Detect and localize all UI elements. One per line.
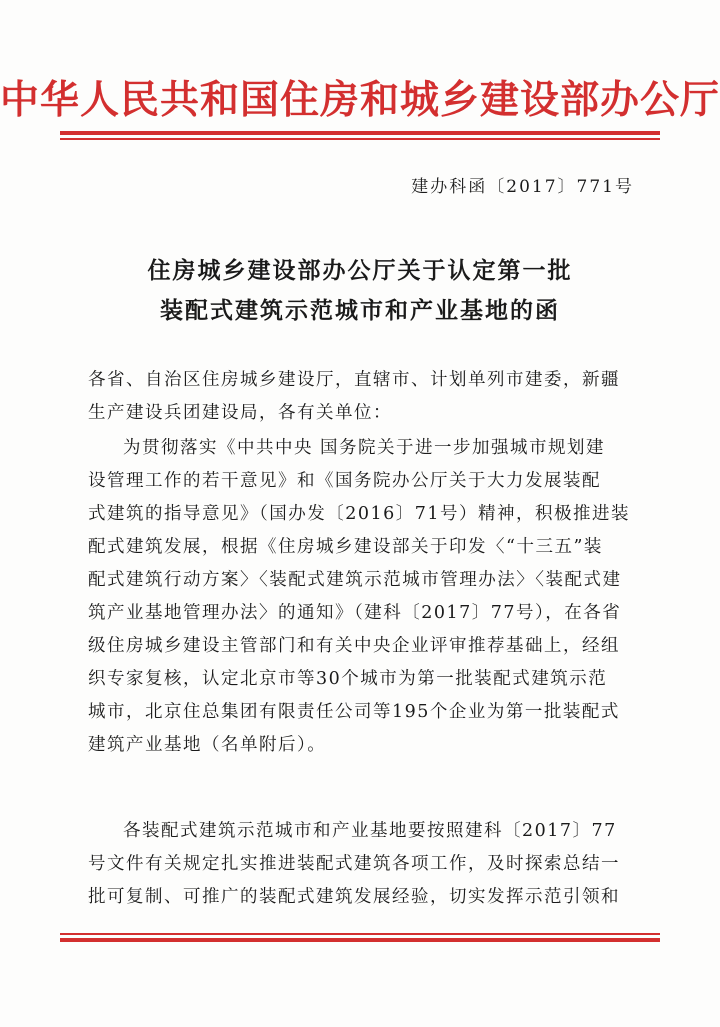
subject-line-1: 住房城乡建设部办公厅关于认定第一批 (147, 257, 573, 284)
paragraph-line: 建筑产业基地（名单附后）。 (88, 735, 327, 755)
salutation-line: 各省、自治区住房城乡建设厅，直辖市、计划单列市建委，新疆 (88, 370, 620, 390)
document-number: 建办科函〔2017〕771号 (411, 177, 634, 197)
paragraph-2 (88, 815, 648, 914)
paragraph-line: 织专家复核，认定北京市等30个城市为第一批装配式建筑示范 (88, 669, 608, 689)
salutation-line: 生产建设兵团建设局，各有关单位： (88, 403, 392, 423)
paragraph-line: 筑产业基地管理办法〉的通知》（建科〔2017〕77号），在各省 (88, 603, 622, 623)
paragraph-line: 配式建筑行动方案〉〈装配式建筑示范城市管理办法〉〈装配式建 (88, 570, 622, 590)
subject-line-2: 装配式建筑示范城市和产业基地的函 (160, 297, 560, 324)
paragraph-1 (88, 432, 648, 762)
footer-divider-thin (60, 933, 660, 935)
paragraph-line: 批可复制、可推广的装配式建筑发展经验，切实发挥示范引领和 (88, 887, 620, 907)
issuing-authority-title: 中华人民共和国住房和城乡建设部办公厅 (0, 77, 720, 123)
footer-divider-thick (60, 938, 660, 942)
paragraph-line: 号文件有关规定扎实推进装配式建筑各项工作，及时探索总结一 (88, 854, 620, 874)
paragraph-line: 级住房城乡建设主管部门和有关中央企业评审推荐基础上，经组 (88, 636, 620, 656)
paragraph-line: 城市，北京住总集团有限责任公司等195个企业为第一批装配式 (88, 702, 620, 722)
paragraph-line: 式建筑的指导意见》（国办发〔2016〕71号）精神，积极推进装 (88, 504, 631, 524)
paragraph-line: 配式建筑发展，根据《住房城乡建设部关于印发〈“十三五”装 (88, 537, 603, 557)
salutation (88, 364, 648, 430)
paragraph-line: 各装配式建筑示范城市和产业基地要按照建科〔2017〕77 (123, 821, 617, 841)
paragraph-line: 设管理工作的若干意见》和《国务院办公厅关于大力发展装配 (88, 471, 601, 491)
paragraph-line: 为贯彻落实《中共中央 国务院关于进一步加强城市规划建 (123, 438, 606, 458)
header-divider-thick (60, 131, 660, 135)
header-divider-thin (60, 138, 660, 140)
